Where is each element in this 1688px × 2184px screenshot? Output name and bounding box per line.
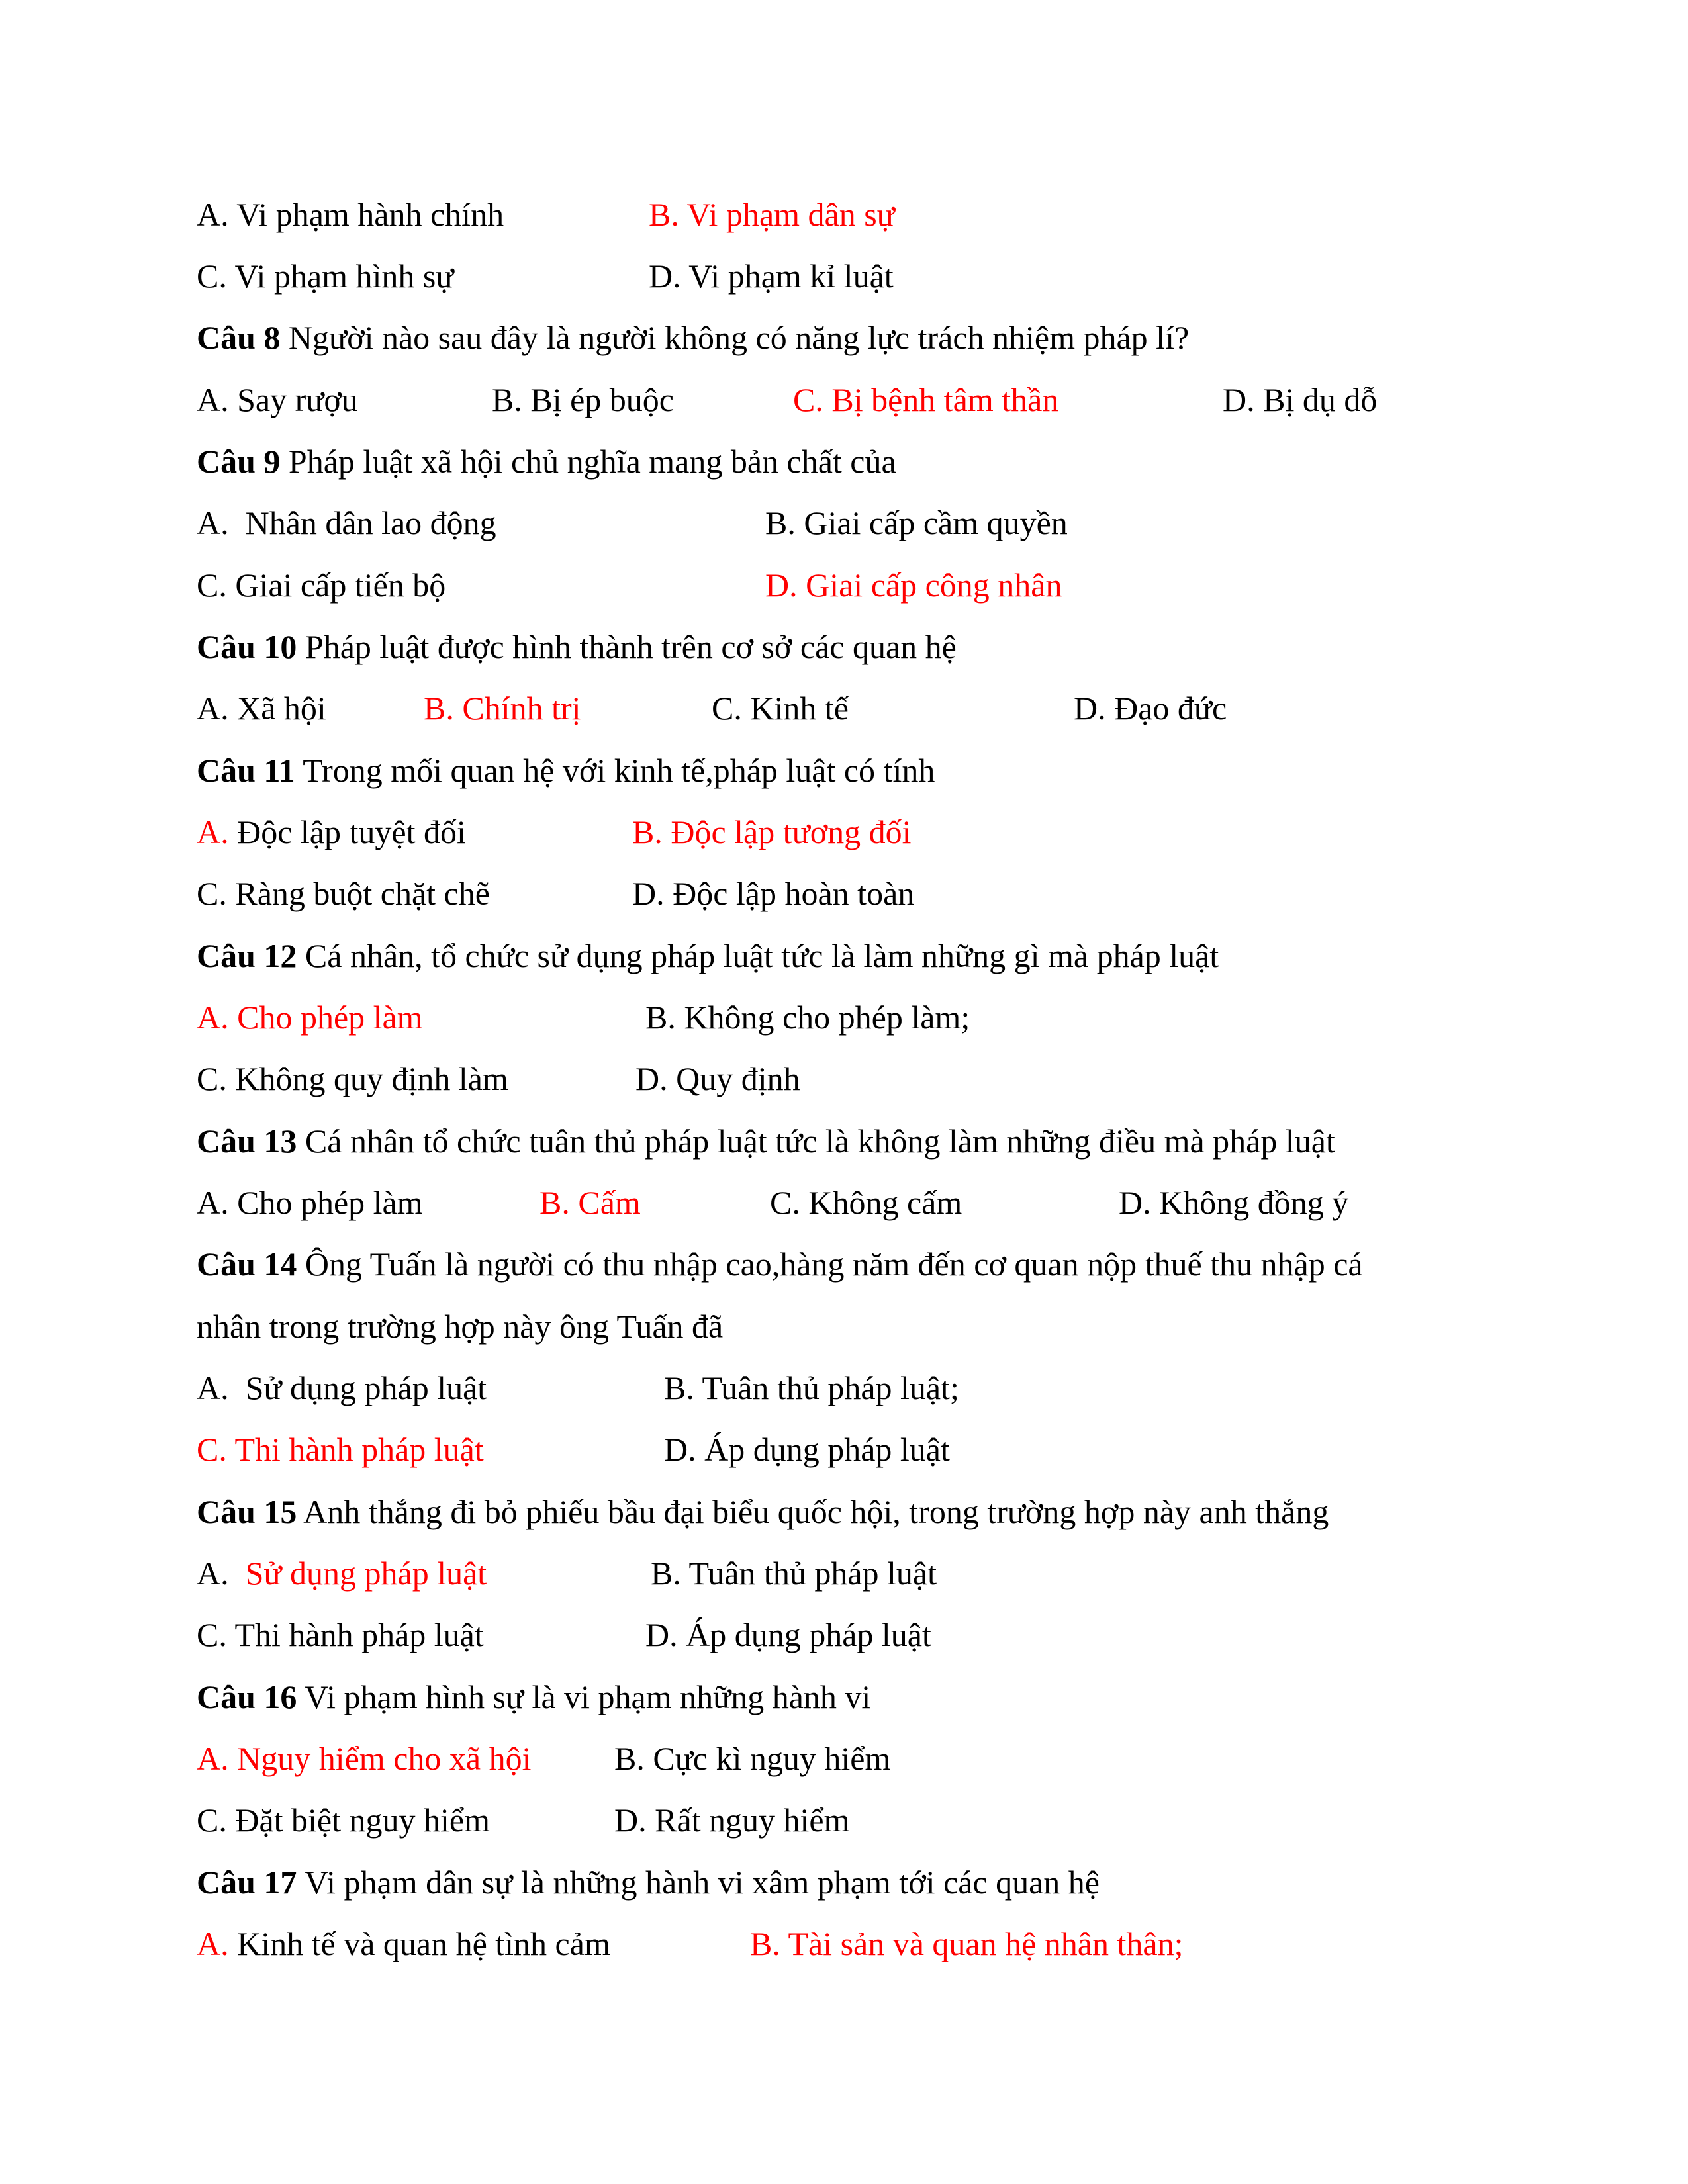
q16-option-d: D. Rất nguy hiểm xyxy=(614,1801,850,1839)
q11-option-a-letter: A. xyxy=(197,813,229,850)
q14-text: Ông Tuấn là người có thu nhập cao,hàng năm đến cơ quan nộp thuế thu nhập cá xyxy=(305,1246,1363,1283)
q12-label: Câu 12 xyxy=(197,937,297,974)
q13-option-b: B. Cấm xyxy=(539,1184,641,1221)
q12-question xyxy=(0,925,1688,987)
q8-question xyxy=(0,306,1688,369)
q7-options-row-1 xyxy=(0,183,1688,246)
q15-option-a-text: Sử dụng pháp luật xyxy=(245,1555,487,1592)
q7-option-b: B. Vi phạm dân sự xyxy=(649,196,895,233)
q17-option-a-letter: A. xyxy=(197,1925,229,1962)
q12-option-c: C. Không quy định làm xyxy=(197,1060,508,1097)
q15-option-b: B. Tuân thủ pháp luật xyxy=(651,1555,937,1592)
q10-question xyxy=(0,615,1688,678)
q8-text: Người nào sau đây là người không có năng lực trách nhiệm pháp lí? xyxy=(288,319,1190,356)
q16-options-row-1 xyxy=(0,1727,1688,1790)
q7-option-d: D. Vi phạm kỉ luật xyxy=(649,257,894,295)
q11-text: Trong mối quan hệ với kinh tế,pháp luật có tính xyxy=(303,752,935,789)
q11-options-row-1 xyxy=(0,801,1688,863)
q9-label: Câu 9 xyxy=(197,443,281,480)
q16-text: Vi phạm hình sự là vi phạm những hành vi xyxy=(305,1678,871,1715)
q9-text: Pháp luật xã hội chủ nghĩa mang bản chất của xyxy=(288,443,896,480)
q15-option-a-letter: A. xyxy=(197,1555,229,1592)
q11-label: Câu 11 xyxy=(197,752,295,789)
q15-option-c: C. Thi hành pháp luật xyxy=(197,1616,484,1653)
q15-label: Câu 15 xyxy=(197,1493,297,1530)
q16-option-c: C. Đặt biệt nguy hiểm xyxy=(197,1801,490,1839)
q16-question xyxy=(0,1666,1688,1728)
q17-question xyxy=(0,1851,1688,1913)
q14-option-d: D. Áp dụng pháp luật xyxy=(664,1431,950,1468)
q14-question xyxy=(0,1233,1688,1295)
q15-option-a xyxy=(197,1542,487,1604)
q7-options-row-2 xyxy=(0,245,1688,307)
q15-question xyxy=(0,1480,1688,1543)
q15-options-row-1 xyxy=(0,1542,1688,1604)
q8-label: Câu 8 xyxy=(197,319,281,356)
q11-option-d: D. Độc lập hoàn toàn xyxy=(632,875,915,912)
q14-option-b: B. Tuân thủ pháp luật; xyxy=(664,1369,959,1406)
q14-question-cont xyxy=(0,1295,1688,1357)
q15-text: Anh thắng đi bỏ phiếu bầu đại biểu quốc hội, trong trường hợp này anh thắng xyxy=(303,1493,1329,1530)
q8-option-c: C. Bị bệnh tâm thần xyxy=(793,381,1059,418)
q13-text: Cá nhân tổ chức tuân thủ pháp luật tức là không làm những điều mà pháp luật xyxy=(305,1122,1335,1160)
q10-options xyxy=(0,677,1688,739)
q16-option-b: B. Cực kì nguy hiểm xyxy=(614,1740,891,1777)
q13-option-d: D. Không đồng ý xyxy=(1119,1184,1349,1221)
q12-option-d: D. Quy định xyxy=(635,1060,800,1097)
q11-option-a-text: Độc lập tuyệt đối xyxy=(228,813,466,850)
q9-options-row-1 xyxy=(0,492,1688,554)
q13-option-c: C. Không cấm xyxy=(770,1184,962,1221)
q11-option-c: C. Ràng buột chặt chẽ xyxy=(197,875,490,912)
q7-option-c: C. Vi phạm hình sự xyxy=(197,257,454,295)
q11-question xyxy=(0,739,1688,801)
q11-option-b: B. Độc lập tương đối xyxy=(632,813,912,850)
q10-option-c: C. Kinh tế xyxy=(712,690,849,727)
q9-option-a: A. Nhân dân lao động xyxy=(197,504,496,541)
q10-label: Câu 10 xyxy=(197,628,297,665)
q10-option-a: A. Xã hội xyxy=(197,690,326,727)
q12-option-b: B. Không cho phép làm; xyxy=(645,999,970,1036)
q8-option-b: B. Bị ép buộc xyxy=(492,381,674,418)
q9-options-row-2 xyxy=(0,554,1688,616)
q13-question xyxy=(0,1110,1688,1172)
q8-options xyxy=(0,369,1688,431)
q17-option-a-text: Kinh tế và quan hệ tình cảm xyxy=(228,1925,610,1962)
q12-options-row-2 xyxy=(0,1048,1688,1110)
q16-options-row-2 xyxy=(0,1789,1688,1851)
q17-option-b: B. Tài sản và quan hệ nhân thân; xyxy=(750,1925,1184,1962)
q14-option-a: A. Sử dụng pháp luật xyxy=(197,1369,487,1406)
q17-label: Câu 17 xyxy=(197,1864,297,1901)
q10-option-b: B. Chính trị xyxy=(424,690,581,727)
q10-option-d: D. Đạo đức xyxy=(1074,690,1227,727)
q7-option-a: A. Vi phạm hành chính xyxy=(197,196,504,233)
q9-option-c: C. Giai cấp tiến bộ xyxy=(197,567,446,604)
q15-option-d: D. Áp dụng pháp luật xyxy=(645,1616,931,1653)
q14-label: Câu 14 xyxy=(197,1246,297,1283)
q9-option-d: D. Giai cấp công nhân xyxy=(765,567,1062,604)
q10-text: Pháp luật được hình thành trên cơ sở các quan hệ xyxy=(305,628,957,665)
q14-option-c: C. Thi hành pháp luật xyxy=(197,1431,484,1468)
q14-text-cont: nhân trong trường hợp này ông Tuấn đã xyxy=(197,1308,724,1345)
q8-option-a: A. Say rượu xyxy=(197,381,358,418)
q15-options-row-2 xyxy=(0,1604,1688,1666)
q12-options-row-1 xyxy=(0,986,1688,1048)
q13-option-a: A. Cho phép làm xyxy=(197,1184,423,1221)
q12-text: Cá nhân, tổ chức sử dụng pháp luật tức là làm những gì mà pháp luật xyxy=(305,937,1219,974)
q9-question xyxy=(0,430,1688,492)
q17-text: Vi phạm dân sự là những hành vi xâm phạm tới các quan hệ xyxy=(305,1864,1100,1901)
q14-options-row-1 xyxy=(0,1357,1688,1419)
q17-options xyxy=(0,1913,1688,1975)
q13-label: Câu 13 xyxy=(197,1122,297,1160)
q16-label: Câu 16 xyxy=(197,1678,297,1715)
q14-options-row-2 xyxy=(0,1418,1688,1480)
q9-option-b: B. Giai cấp cầm quyền xyxy=(765,504,1068,541)
q17-option-a xyxy=(197,1913,610,1975)
q13-options xyxy=(0,1171,1688,1234)
q16-option-a: A. Nguy hiểm cho xã hội xyxy=(197,1740,532,1777)
q12-option-a: A. Cho phép làm xyxy=(197,999,423,1036)
q11-options-row-2 xyxy=(0,862,1688,925)
q11-option-a xyxy=(197,801,466,863)
q8-option-d: D. Bị dụ dỗ xyxy=(1223,381,1378,418)
